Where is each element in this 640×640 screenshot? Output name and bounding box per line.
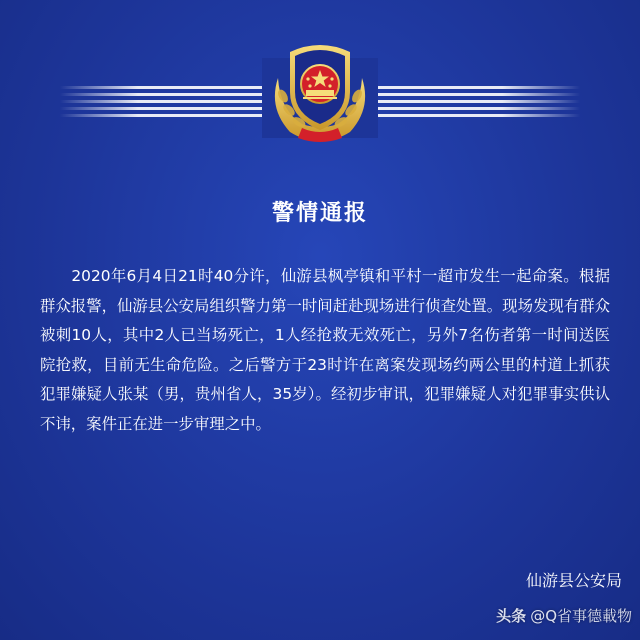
notice-body: 2020年6月4日21时40分许，仙游县枫亭镇和平村一超市发生一起命案。根据群众报警，仙游县公安局组织警力第一时间赶赴现场进行侦查处置。现场发现有群众被刺10人，其中2人已当场死亡，1人经抢救无效死亡，另外7名伤者第一时间送医院抢救，目前无生命危险。之后警方于23时许在离案发现场约两公里的村道上抓获犯罪嫌疑人张某（男，贵州省人，35岁）。经初步审讯，犯罪嫌疑人对犯罪事实供认不讳，案件正在进一步审理之中。: [40, 267, 610, 433]
page-title: 警情通报: [271, 201, 368, 226]
header-banner: [0, 0, 640, 190]
issuer-signature: 仙游县公安局: [525, 571, 622, 590]
watermark-handle: @Q省事德載物: [530, 607, 632, 625]
watermark: [496, 605, 632, 626]
watermark-brand: 头条: [496, 607, 527, 625]
